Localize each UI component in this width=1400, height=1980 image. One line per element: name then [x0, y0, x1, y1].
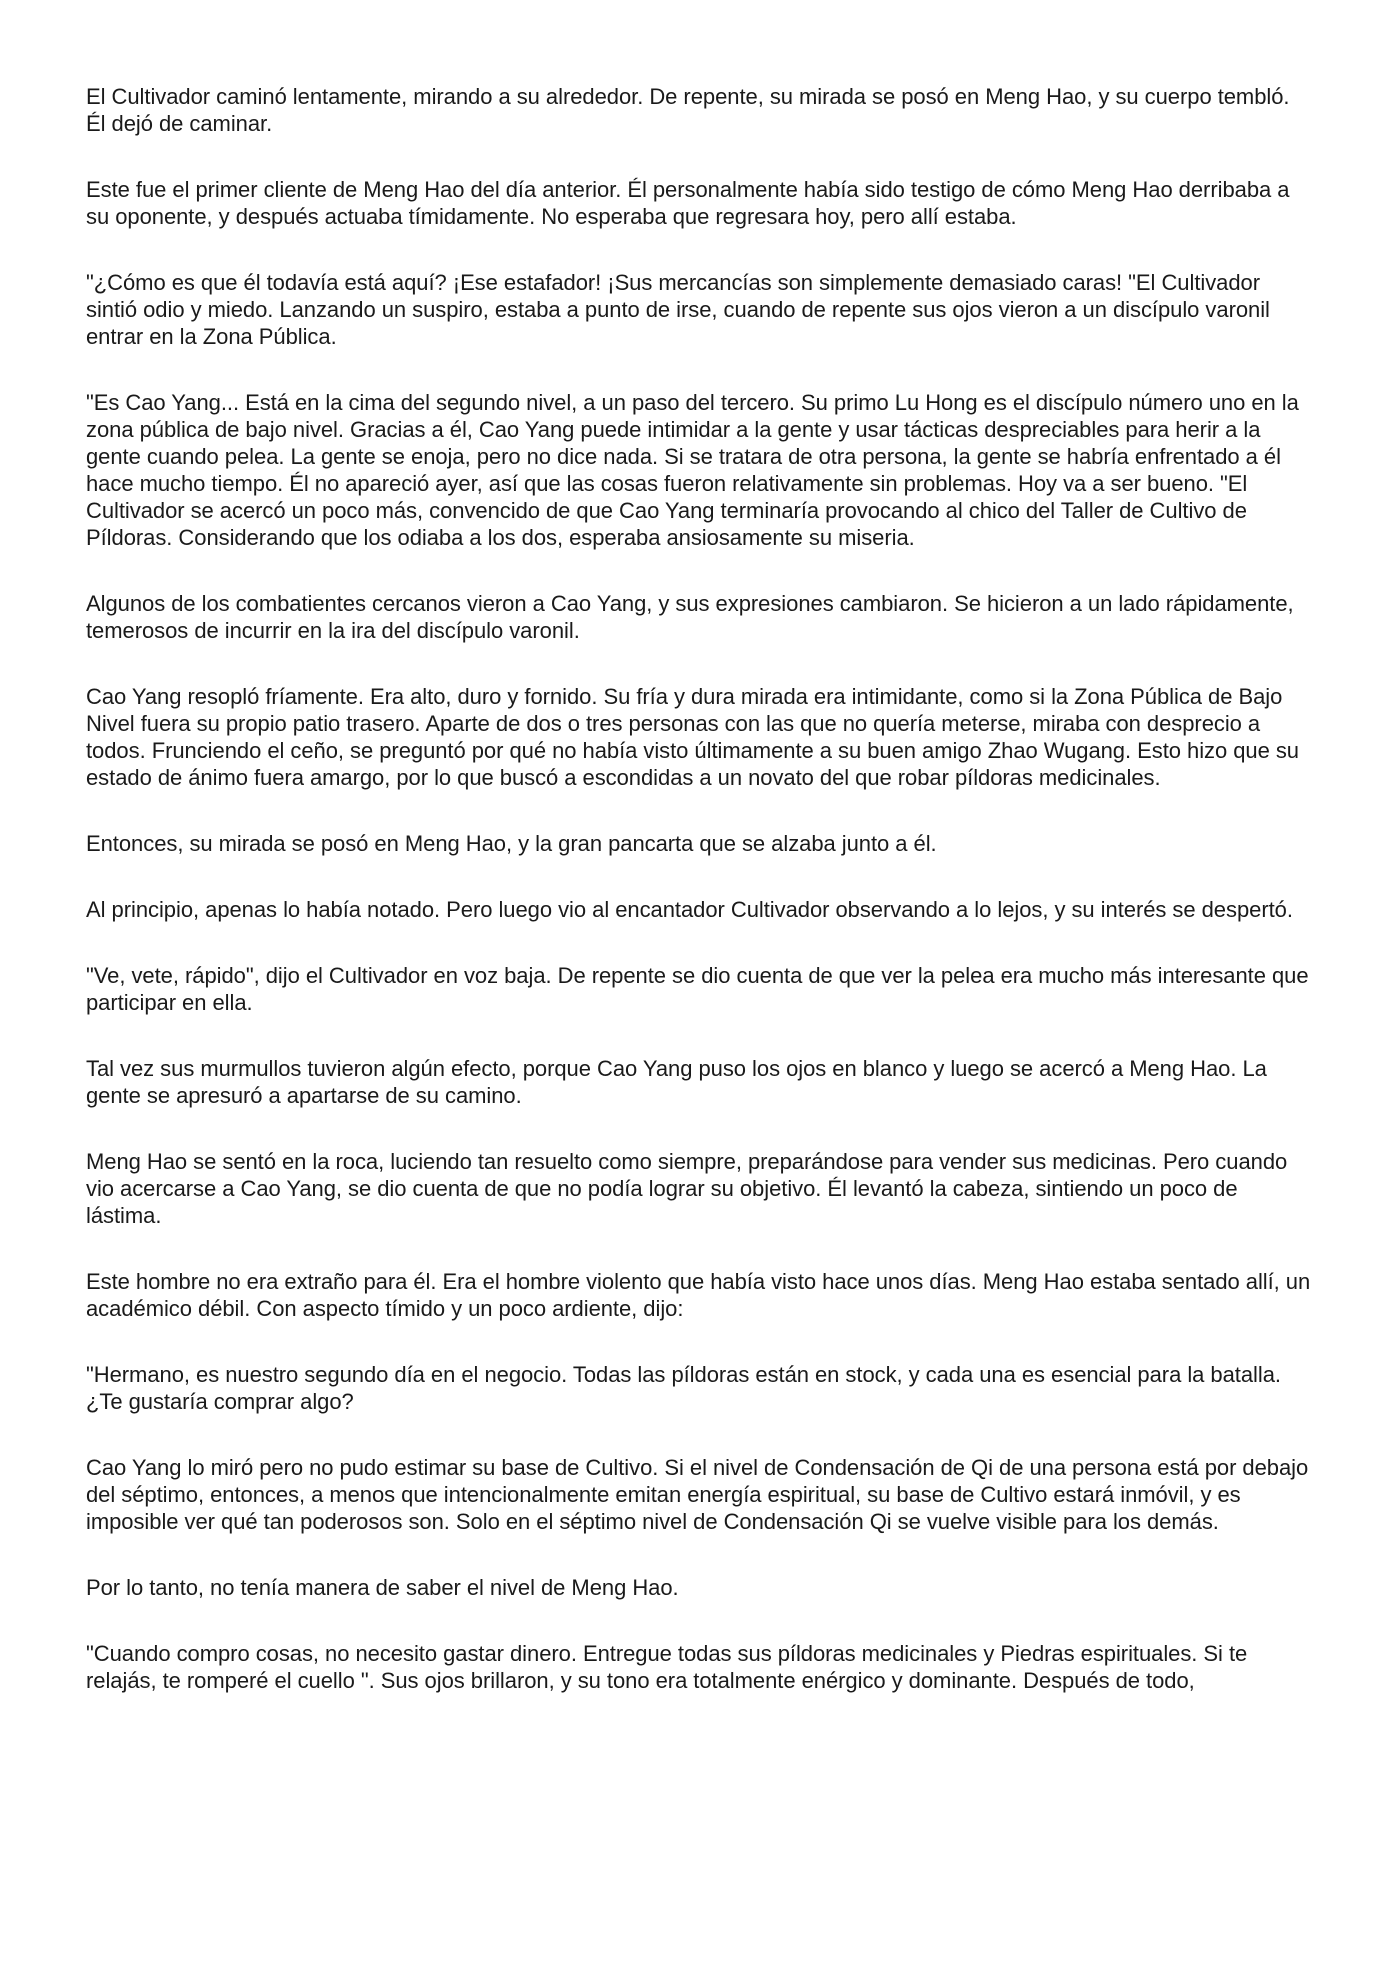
paragraph-2: Este fue el primer cliente de Meng Hao del día anterior. Él personalmente había sido testigo de cómo Meng Hao derribaba a su oponente, y después actuaba tímidamente. No esperaba que regresara hoy, pero allí estaba.: [86, 177, 1290, 229]
paragraph-11: Meng Hao se sentó en la roca, luciendo tan resuelto como siempre, preparándose para vender sus medicinas. Pero cuando vio acercarse a Cao Yang, se dio cuenta de que no podía lograr su objetivo. Él levantó la cabeza, sintiendo un poco de lástima.: [86, 1149, 1288, 1228]
paragraph-3: "¿Cómo es que él todavía está aquí? ¡Ese estafador! ¡Sus mercancías son simplemente demasiado caras! "El Cultivador sintió odio y miedo. Lanzando un suspiro, estaba a punto de irse, cuando de repente sus ojos vieron a un discípulo varonil entrar en la Zona Pública.: [86, 270, 1270, 349]
paragraph-15: Por lo tanto, no tenía manera de saber el nivel de Meng Hao.: [86, 1575, 679, 1600]
paragraph-16: "Cuando compro cosas, no necesito gastar dinero. Entregue todas sus píldoras medicinales y Piedras espirituales. Si te relajás, te romperé el cuello ". Sus ojos brillaron, y su tono era totalmente enérgico y dominante. Después de todo,: [86, 1641, 1248, 1693]
paragraph-13: "Hermano, es nuestro segundo día en el negocio. Todas las píldoras están en stock, y cada una es esencial para la batalla. ¿Te gustaría comprar algo?: [86, 1362, 1281, 1414]
paragraph-7: Entonces, su mirada se posó en Meng Hao, y la gran pancarta que se alzaba junto a él.: [86, 831, 937, 856]
paragraph-6: Cao Yang resopló fríamente. Era alto, duro y fornido. Su fría y dura mirada era intimidante, como si la Zona Pública de Bajo Nivel fuera su propio patio trasero. Aparte de dos o tres personas con las que no quería meterse, miraba con desprecio a todos. Frunciendo el ceño, se preguntó por qué no había visto últimamente a su buen amigo Zhao Wugang. Esto hizo que su estado de ánimo fuera amargo, por lo que buscó a escondidas a un novato del que robar píldoras medicinales.: [86, 684, 1299, 790]
paragraph-12: Este hombre no era extraño para él. Era el hombre violento que había visto hace unos días. Meng Hao estaba sentado allí, un académico débil. Con aspecto tímido y un poco ardiente, dijo:: [86, 1269, 1311, 1321]
paragraph-9: "Ve, vete, rápido", dijo el Cultivador en voz baja. De repente se dio cuenta de que ver la pelea era mucho más interesante que participar en ella.: [86, 963, 1309, 1015]
paragraph-8: Al principio, apenas lo había notado. Pero luego vio al encantador Cultivador observando a lo lejos, y su interés se despertó.: [86, 897, 1293, 922]
paragraph-4: "Es Cao Yang... Está en la cima del segundo nivel, a un paso del tercero. Su primo Lu Hong es el discípulo número uno en la zona pública de bajo nivel. Gracias a él, Cao Yang puede intimidar a la gente y usar tácticas despreciables para herir a la gente cuando pelea. La gente se enoja, pero no dice nada. Si se tratara de otra persona, la gente se habría enfrentado a él hace mucho tiempo. Él no apareció ayer, así que las cosas fueron relativamente sin problemas. Hoy va a ser bueno. "El Cultivador se acercó un poco más, convencido de que Cao Yang terminaría provocando al chico del Taller de Cultivo de Píldoras. Considerando que los odiaba a los dos, esperaba ansiosamente su miseria.: [86, 390, 1299, 550]
paragraph-10: Tal vez sus murmullos tuvieron algún efecto, porque Cao Yang puso los ojos en blanco y luego se acercó a Meng Hao. La gente se apresuró a apartarse de su camino.: [86, 1056, 1267, 1108]
paragraph-14: Cao Yang lo miró pero no pudo estimar su base de Cultivo. Si el nivel de Condensación de Qi de una persona está por debajo del séptimo, entonces, a menos que intencionalmente emitan energía espiritual, su base de Cultivo estará inmóvil, y es imposible ver qué tan poderosos son. Solo en el séptimo nivel de Condensación Qi se vuelve visible para los demás.: [86, 1455, 1309, 1534]
paragraph-1: El Cultivador caminó lentamente, mirando a su alrededor. De repente, su mirada se posó en Meng Hao, y su cuerpo tembló. Él dejó de caminar.: [86, 84, 1290, 136]
paragraph-5: Algunos de los combatientes cercanos vieron a Cao Yang, y sus expresiones cambiaron. Se hicieron a un lado rápidamente, temerosos de incurrir en la ira del discípulo varonil.: [86, 591, 1294, 643]
